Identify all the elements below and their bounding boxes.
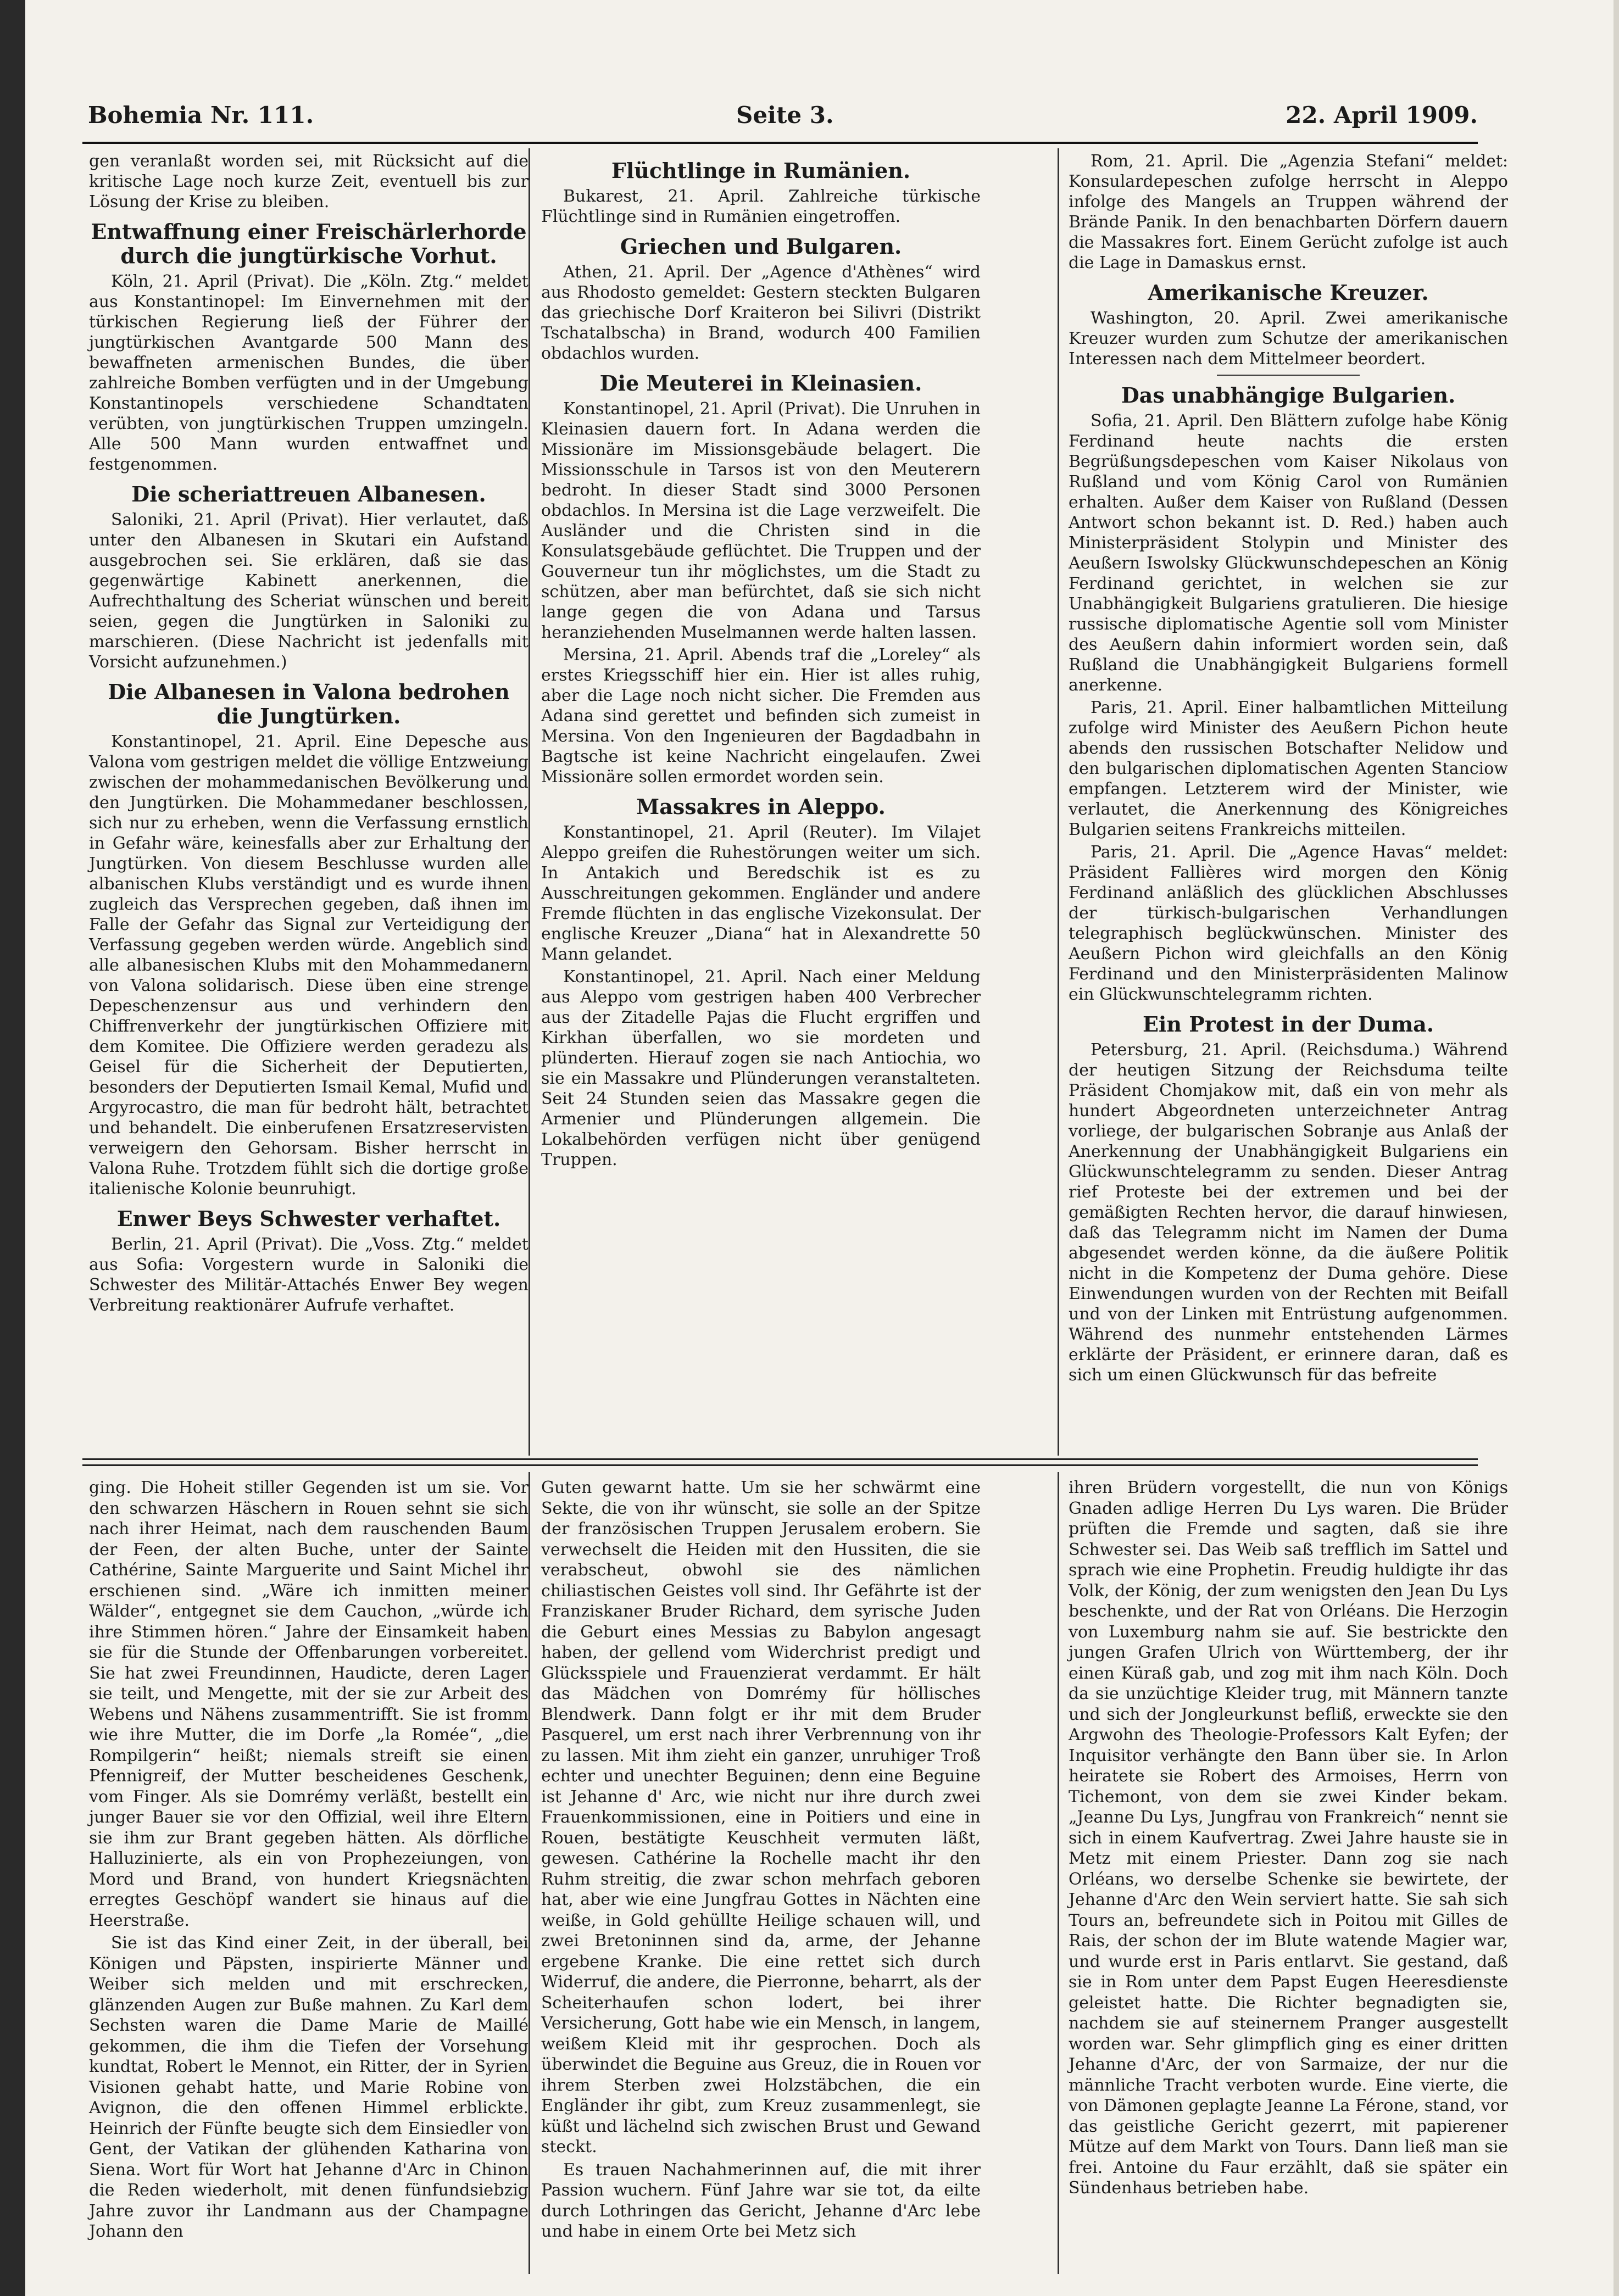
feuilleton-text: Sie ist das Kind einer Zeit, in der überall, bei Königen und Päpsten, inspirierte Männer und Weiber sich melden und mit erschrecken, glänzenden Augen zur Buße mahnen. Zu Karl dem Sechsten waren die Dame Marie de Maillé gekommen, die ihm die Tiefen der Vorsehung kundtat, Robert le Mennot, ein Ritter, der in Syrien Visionen gehabt hatte, und Marie Robine von Avignon, die den offenen Himmel erblickte. Heinrich der Fünfte beugte sich dem Einsiedler von Gent, der Vatikan der glühenden Katharina von Siena. Wort für Wort hat Jehanne d'Arc in Chinon die Reden wiederholt, mit denen fünfundsiebzig Jahre zuvor ihr Landmann aus der Champagne Johann den [89,1933,528,2241]
article-heading: Massakres in Aleppo. [636,794,886,819]
article-text: Köln, 21. April (Privat). Die „Köln. Ztg.“ meldet aus Konstantinopel: Im Einvernehmen mit der türkischen Regierung ließ der Führer der jungtürkischen Avantgarde 500 Mann des bewaffneten armenischen Bundes, die über zahlreiche Bomben verfügten und in der Umgebung Konstantinopels verschiedene Schandtaten verübten, von jungtürkischen Truppen umzingeln. Alle 500 Mann wurden entwaffnet und festgenommen. [89,272,528,474]
article-text: Mersina, 21. April. Abends traf die „Loreley“ als erstes Kriegsschiff hier ein. Hier ist alles ruhig, aber die Lage noch nicht sicher. Die Fremden aus Adana sind gerettet und befinden sich zumeist in Mersina. Von den Ingenieuren der Bagdadbahn in Bagtsche ist keine Nachricht eingelaufen. Zwei Missionäre sollen ermordet worden sein. [541,645,981,787]
article-heading: Griechen und Bulgaren. [620,234,902,259]
article-text: Petersburg, 21. April. (Reichsduma.) Während der heutigen Sitzung der Reichsduma teilte Präsident Chomjakow mit, daß ein von mehr als hundert Abgeordneten unterzeichneter Antrag vorliege, der bulgarischen Sobranje aus Anlaß der Anerkennung der Unabhängigkeit Bulgariens ein Glückwunschtelegramm zu senden. Dieser Antrag rief Proteste bei der extremen und bei der gemäßigten Rechten hervor, die darauf hinwiesen, daß das Telegramm nicht im Namen der Duma abgesendet werden könne, da die äußere Politik nicht in die Kompetenz der Duma gehöre. Diese Einwendungen wurden von der Rechten mit Beifall und von der Linken mit Entrüstung aufgenommen. Während des nunmehr entstehenden Lärmes erklärte der Präsident, er erinnere daran, daß es sich um einen Glückwunsch für das befreite [1069,1040,1508,1385]
news-column-1 [89,151,528,1318]
article-text: Konstantinopel, 21. April. Nach einer Meldung aus Aleppo vom gestrigen haben 400 Verbrecher aus der Zitadelle Pajas die Flucht ergriffen und Kirkhan überfallen, wo sie mordeten und plünderten. Hierauf zogen sie nach Antiochia, wo sie ein Massakre und Plünderungen veranstalteten. Seit 24 Stunden seien das Massakre gegen die Armenier und Plünderungen allgemein. Die Lokalbehörden verfügen nicht über genügend Truppen. [541,967,981,1169]
article-text: Paris, 21. April. Einer halbamtlichen Mitteilung zufolge wird Minister des Aeußern Pichon heute abends den russischen Botschafter Nelidow und den bulgarischen diplomatischen Agenten Stanciow empfangen. Letzterem wird der Minister, wie verlautet, die Anerkennung des Königreiches Bulgarien seitens Frankreichs mitteilen. [1069,698,1508,839]
column-divider [528,148,530,1456]
feuilleton-column-2 [541,1478,981,2244]
scan-binding-edge [0,0,25,2296]
header-rule [82,142,1478,144]
article-text: Berlin, 21. April (Privat). Die „Voss. Ztg.“ meldet aus Sofia: Vorgestern wurde in Saloniki die Schwester des Militär-Attachés Enwer Bey wegen Verbreitung reaktionärer Aufrufe verhaftet. [89,1235,528,1315]
article-text: Sofia, 21. April. Den Blättern zufolge habe König Ferdinand heute nachts die ersten Begrüßungsdepeschen vom Kaiser Nikolaus von Rußland und vom König Carol von Rumänien erhalten. Außer dem Kaiser von Rußland (Dessen Antwort schon bekannt ist. D. Red.) haben auch Ministerpräsident Stolypin und Minister des Aeußern Iswolsky Glückwunschdepeschen an König Ferdinand gerichtet, in welchen sie zur Unabhängigkeit Bulgariens gratulieren. Die hiesige russische diplomatische Agentie soll vom Minister des Aeußern dahin informiert worden sein, daß Rußland die Unabhängigkeit Bulgariens formell anerkenne. [1069,411,1508,695]
column-divider [1058,1472,1059,2274]
issue-date: 22. April 1909. [1286,102,1478,129]
article-text: Konstantinopel, 21. April (Reuter). Im Vilajet Aleppo greifen die Ruhestörungen weiter um sich. In Antakich und Beredschik ist es zu Ausschreitungen gekommen. Engländer und andere Fremde flüchten in das englische Vizekonsulat. Der englische Kreuzer „Diana“ hat in Alexandrette 50 Mann gelandet. [541,823,981,964]
article-heading: Entwaffnung einer Freischärlerhorde durch die jungtürkische Vorhut. [91,219,527,268]
article-heading: Das unabhängige Bulgarien. [1121,383,1456,408]
column-divider [528,1472,530,2274]
article-heading: Flüchtlinge in Rumänien. [611,158,911,183]
feuilleton-text: ging. Die Hoheit stiller Gegenden ist um sie. Vor den schwarzen Häschern in Rouen sehnt sie sich nach ihrer Heimat, nach dem rauschenden Baum der Feen, der alten Buche, unter der Sainte Cathérine, Sainte Marguerite und Saint Michel ihr erschienen sind. „Wäre ich inmitten meiner Wälder“, entgegnet sie dem Cauchon, „würde ich ihre Stimmen hören.“ Jahre der Einsamkeit haben sie für die Stunde der Offenbarungen vorbereitet. Sie hat zwei Freundinnen, Haudicte, deren Lager sie teilt, und Mengette, mit der sie zur Arbeit des Webens und Nähens zusammentrifft. Sie ist fromm wie ihre Mutter, die im Dorfe „la Romée“, „die Rompilgerin“ heißt; niemals streift sie einen Pfennigreif, der Mutter bescheidenes Geschenk, vom Finger. Als sie Domrémy verläßt, bestellt ein junger Bauer sie vor den Offizial, weil ihre Eltern sie ihm zur Brant gegeben hätten. Als dörfliche Halluzinierte, als ein von Prophezeiungen, von Mord und Brand, von hundert Kriegsnächten erregtes Geschöpf wandert sie hinaus auf die Heerstraße. [89,1478,528,1930]
article-text: Konstantinopel, 21. April. Eine Depesche aus Valona vom gestrigen meldet die völlige Entzweiung zwischen der mohammedanischen Bevölkerung und den Jungtürken. Die Mohammedaner beschlossen, sich nur zu erheben, wenn die Verfassung ernstlich in Gefahr wäre, keinesfalls aber zur Erhaltung der Jungtürken. Von diesem Beschlusse wurden alle albanischen Klubs verständigt und es wurde ihnen zugleich das Versprechen gegeben, daß ihnen im Falle der Gefahr das Signal zur Verteidigung der Verfassung gegeben werden würde. Angeblich sind alle albanesischen Klubs mit den Mohammedanern von Valona solidarisch. Diese üben eine strenge Depeschenzensur aus und verhindern den Chiffrenverkehr der jungtürkischen Offiziere mit dem Komitee. Die Offiziere werden geradezu als Geisel für die Sicherheit der Deputierten, besonders der Deputierten Ismail Kemal, Mufid und Argyrocastro, die man für bedroht hält, betrachtet und behandelt. Die einberufenen Ersatzreservisten verweigern den Gehorsam. Bisher herrscht in Valona Ruhe. Trotzdem fühlt sich die dortige große italienische Kolonie beunruhigt. [89,732,528,1199]
article-text: Saloniki, 21. April (Privat). Hier verlautet, daß unter den Albanesen in Skutari ein Aufstand ausgebrochen sei. Sie erklären, daß sie das gegenwärtige Kabinett anerkennen, die Aufrechthaltung des Scheriat wünschen und bereit seien, gegen die Jungtürken in Saloniki zu marschieren. (Diese Nachricht ist jedenfalls mit Vorsicht aufzunehmen.) [89,510,528,672]
article-heading: Die Meuterei in Kleinasien. [599,371,922,395]
feuilleton-text: Es trauen Nachahmerinnen auf, die mit ihrer Passion wuchern. Fünf Jahre war sie tot, da eilte durch Lothringen das Gericht, Jehanne d'Arc lebe und habe in einem Orte bei Metz sich [541,2160,981,2241]
news-column-3 [1069,151,1508,1387]
article-text: Paris, 21. April. Die „Agence Havas“ meldet: Präsident Fallières wird morgen den König Ferdinand anläßlich des glücklichen Abschlusses der türkisch-bulgarischen Verhandlungen telegraphisch beglückwünschen. Minister des Aeußern Pichon wird gleichfalls an den König Ferdinand und den Ministerpräsidenten Malinow ein Glückwunschtelegramm richten. [1069,843,1508,1004]
article-heading: Ein Protest in der Duma. [1142,1012,1434,1036]
page-header [88,102,1478,135]
article-text: Konstantinopel, 21. April (Privat). Die Unruhen in Kleinasien dauern fort. In Adana werden die Missionäre im Missionsgebäude belagert. Die Missionsschule in Tarsos ist von den Meuterern bedroht. In dieser Stadt sind 3000 Personen obdachlos. In Mersina ist die Lage verzweifelt. Die Ausländer und die Christen sind in die Konsulatsgebäude geflüchtet. Die Truppen und der Gouverneur tun ihr möglichstes, um die Stadt zu schützen, aber man befürchtet, daß sie sich nicht lange gegen die von Adana und Tarsus heranziehenden Muselmannen werde halten lassen. [541,399,981,642]
article-heading: Amerikanische Kreuzer. [1148,280,1429,305]
article-text: Athen, 21. April. Der „Agence d'Athènes“ wird aus Rhodosto gemeldet: Gestern steckten Bulgaren das griechische Dorf Kraiteron bei Silivri (Distrikt Tschatalbscha) in Brand, wodurch 400 Familien obdachlos wurden. [541,263,981,363]
column-divider [1058,148,1059,1456]
masthead-issue: Bohemia Nr. 111. [88,102,314,129]
news-column-2 [541,151,981,1172]
article-text: Rom, 21. April. Die „Agenzia Stefani“ meldet: Konsulardepeschen zufolge herrscht in Aleppo infolge des Mangels an Truppen während der Brände Panik. In den benachbarten Dörfern dauern die Massakres fort. Einem Gerücht zufolge ist auch die Lage in Damaskus ernst. [1069,152,1508,272]
feuilleton-text: Guten gewarnt hatte. Um sie her schwärmt eine Sekte, die von ihr wünscht, sie solle an der Spitze der französischen Truppen Jerusalem erobern. Sie verwechselt die Heiden mit den Hussiten, die sie verabscheut, obwohl sie des nämlichen chiliastischen Geistes voll sind. Ihr Gefährte ist der Franziskaner Bruder Richard, dem syrische Juden die Geburt eines Messias zu Babylon angesagt haben, der gellend vom Widerchrist predigt und Glücksspiele und Frauenzierat verdammt. Er hält das Mädchen von Domrémy für höllisches Blendwerk. Dann folgt er ihr mit dem Bruder Pasquerel, um erst nach ihrer Verbrennung von ihr zu lassen. Mit ihm zieht ein ganzer, unruhiger Troß echter und unechter Beguinen; denn eine Beguine ist Jehanne d' Arc, wie nicht nur ihre durch zwei Frauenkommissionen, eine in Poitiers und eine in Rouen, bestätigte Keuschheit vermuten läßt, gewesen. Cathérine la Rochelle macht ihr den Ruhm streitig, die zwar schon mehrfach geboren hat, aber wie eine Jungfrau Gottes in Nächten eine weiße, in Gold gehüllte Heilige schauen will, und zwei Bretoninnen sind da, arme, der Jehanne ergebene Kranke. Die eine rettet sich durch Widerruf, die andere, die Pierronne, beharrt, als der Scheiterhaufen schon lodert, bei ihrer Versicherung, Gott habe wie ein Mensch, in langem, weißem Kleid mit ihr gesprochen. Doch als überwindet die Beguine aus Greuz, die in Rouen vor ihrem Sterben zwei Holzstäbchen, die ein Engländer ihr gibt, zum Kreuz zusammenlegt, sie küßt und lächelnd sich zwischen Brust und Gewand steckt. [541,1478,981,2156]
feuilleton-column-3 [1069,1478,1508,2201]
article-heading: Enwer Beys Schwester verhaftet. [116,1206,501,1231]
feuilleton-text: ihren Brüdern vorgestellt, die nun von Königs Gnaden adlige Herren Du Lys waren. Die Brüder prüften die Fremde und sagten, daß sie ihre Schwester sei. Das Weib saß trefflich im Sattel und sprach wie eine Prophetin. Freudig huldigte ihr das Volk, der König, der zum wenigsten den Jean Du Lys beschenkte, und der Rat von Orléans. Die Herzogin von Luxemburg nahm sie auf. Sie bestrickte den jungen Grafen Ulrich von Württemberg, der ihr einen Küraß gab, und zog mit ihm nach Köln. Doch da sie unzüchtige Kleider trug, mit Männern tanzte und sich der Jongleurkunst befliß, erweckte sie den Argwohn des Theologie-Professors Kalt Eyfen; der Inquisitor verhängte den Bann über sie. In Arlon heiratete sie Robert des Armoises, Herrn von Tichemont, von dem sie zwei Kinder bekam. „Jeanne Du Lys, Jungfrau von Frankreich“ nennt sie sich in einem Kaufvertrag. Zwei Jahre hauste sie in Metz mit einem Priester. Dann zog sie nach Orléans, wo derselbe Schenke sie bewirtete, der Jehanne d'Arc den Wein serviert hatte. Sie sah sich Tours an, befreundete sich in Poitou mit Gilles de Rais, der schon der im Blute watende Magier war, und wurde erst in Paris entlarvt. Sie gestand, daß sie in Rom unter dem Papst Eugen Heeresdienste geleistet hatte. Die Richter begnadigten sie, nachdem sie auf steinernem Pranger ausgestellt worden war. Sehr glimpflich ging es einer dritten Jehanne d'Arc, der von Sarmaize, der nur die männliche Tracht verboten wurde. Eine vierte, die von Dämonen geplagte Jeanne La Férone, stand, vor das geistliche Gericht gezerrt, mit papierener Mütze auf dem Markt von Tours. Dann ließ man sie frei. Antoine du Faur erzählt, daß sie später ein Sündenhaus betrieben habe. [1069,1478,1508,2198]
section-separator [1217,375,1360,376]
article-text: Bukarest, 21. April. Zahlreiche türkische Flüchtlinge sind in Rumänien eingetroffen. [541,187,981,226]
article-text: gen veranlaßt worden sei, mit Rücksicht auf die kritische Lage noch kurze Zeit, eventuell bis zur Lösung der Krise zu bleiben. [89,152,528,211]
article-heading: Die Albanesen in Valona bedrohen die Jungtürken. [108,679,510,728]
page-number: Seite 3. [736,102,834,129]
feuilleton-column-1 [89,1478,528,2244]
feuilleton-rule [82,1458,1478,1466]
article-heading: Die scheriattreuen Albanesen. [131,482,486,506]
article-text: Washington, 20. April. Zwei amerikanische Kreuzer wurden zum Schutze der amerikanischen Interessen nach dem Mittelmeer beordert. [1069,309,1508,369]
scan-right-edge [1614,0,1619,2296]
